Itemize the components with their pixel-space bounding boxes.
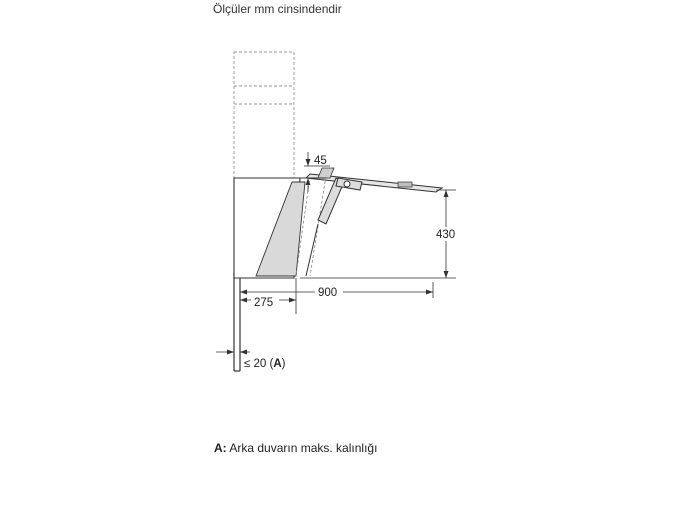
page-title: Ölçüler mm cinsindendir xyxy=(213,2,342,16)
dim-275-arrow-left xyxy=(240,298,247,303)
chimney-outline xyxy=(234,52,294,178)
dim-900-label: 900 xyxy=(318,287,338,299)
dim-430 xyxy=(300,190,456,278)
dim-900-arrow-left xyxy=(240,290,247,295)
hinge-arm xyxy=(318,178,362,224)
dim-45-label: 45 xyxy=(314,155,327,167)
dim-430-arrow-bottom xyxy=(444,271,449,278)
footnote-text: Arka duvarın maks. kalınlığı xyxy=(226,441,378,455)
glass-panel xyxy=(306,168,442,192)
dim-430-label: 430 xyxy=(436,229,456,241)
dim-45-arrow-top xyxy=(306,159,311,166)
dim-275-label: 275 xyxy=(254,297,274,309)
dim-45-arrow-bottom xyxy=(306,178,311,185)
wall xyxy=(234,272,240,371)
dim-430-arrow-top xyxy=(444,190,449,197)
dim-900-arrow-right xyxy=(426,290,433,295)
dim-wall-arrow-right xyxy=(240,350,247,355)
footnote xyxy=(214,441,377,455)
dim-275-arrow-right xyxy=(289,298,296,303)
dim-wall-thickness-label: ≤ 20 (A) xyxy=(244,358,286,370)
dim-wall-arrow-left xyxy=(227,350,234,355)
footnote-key: A: xyxy=(214,441,227,455)
